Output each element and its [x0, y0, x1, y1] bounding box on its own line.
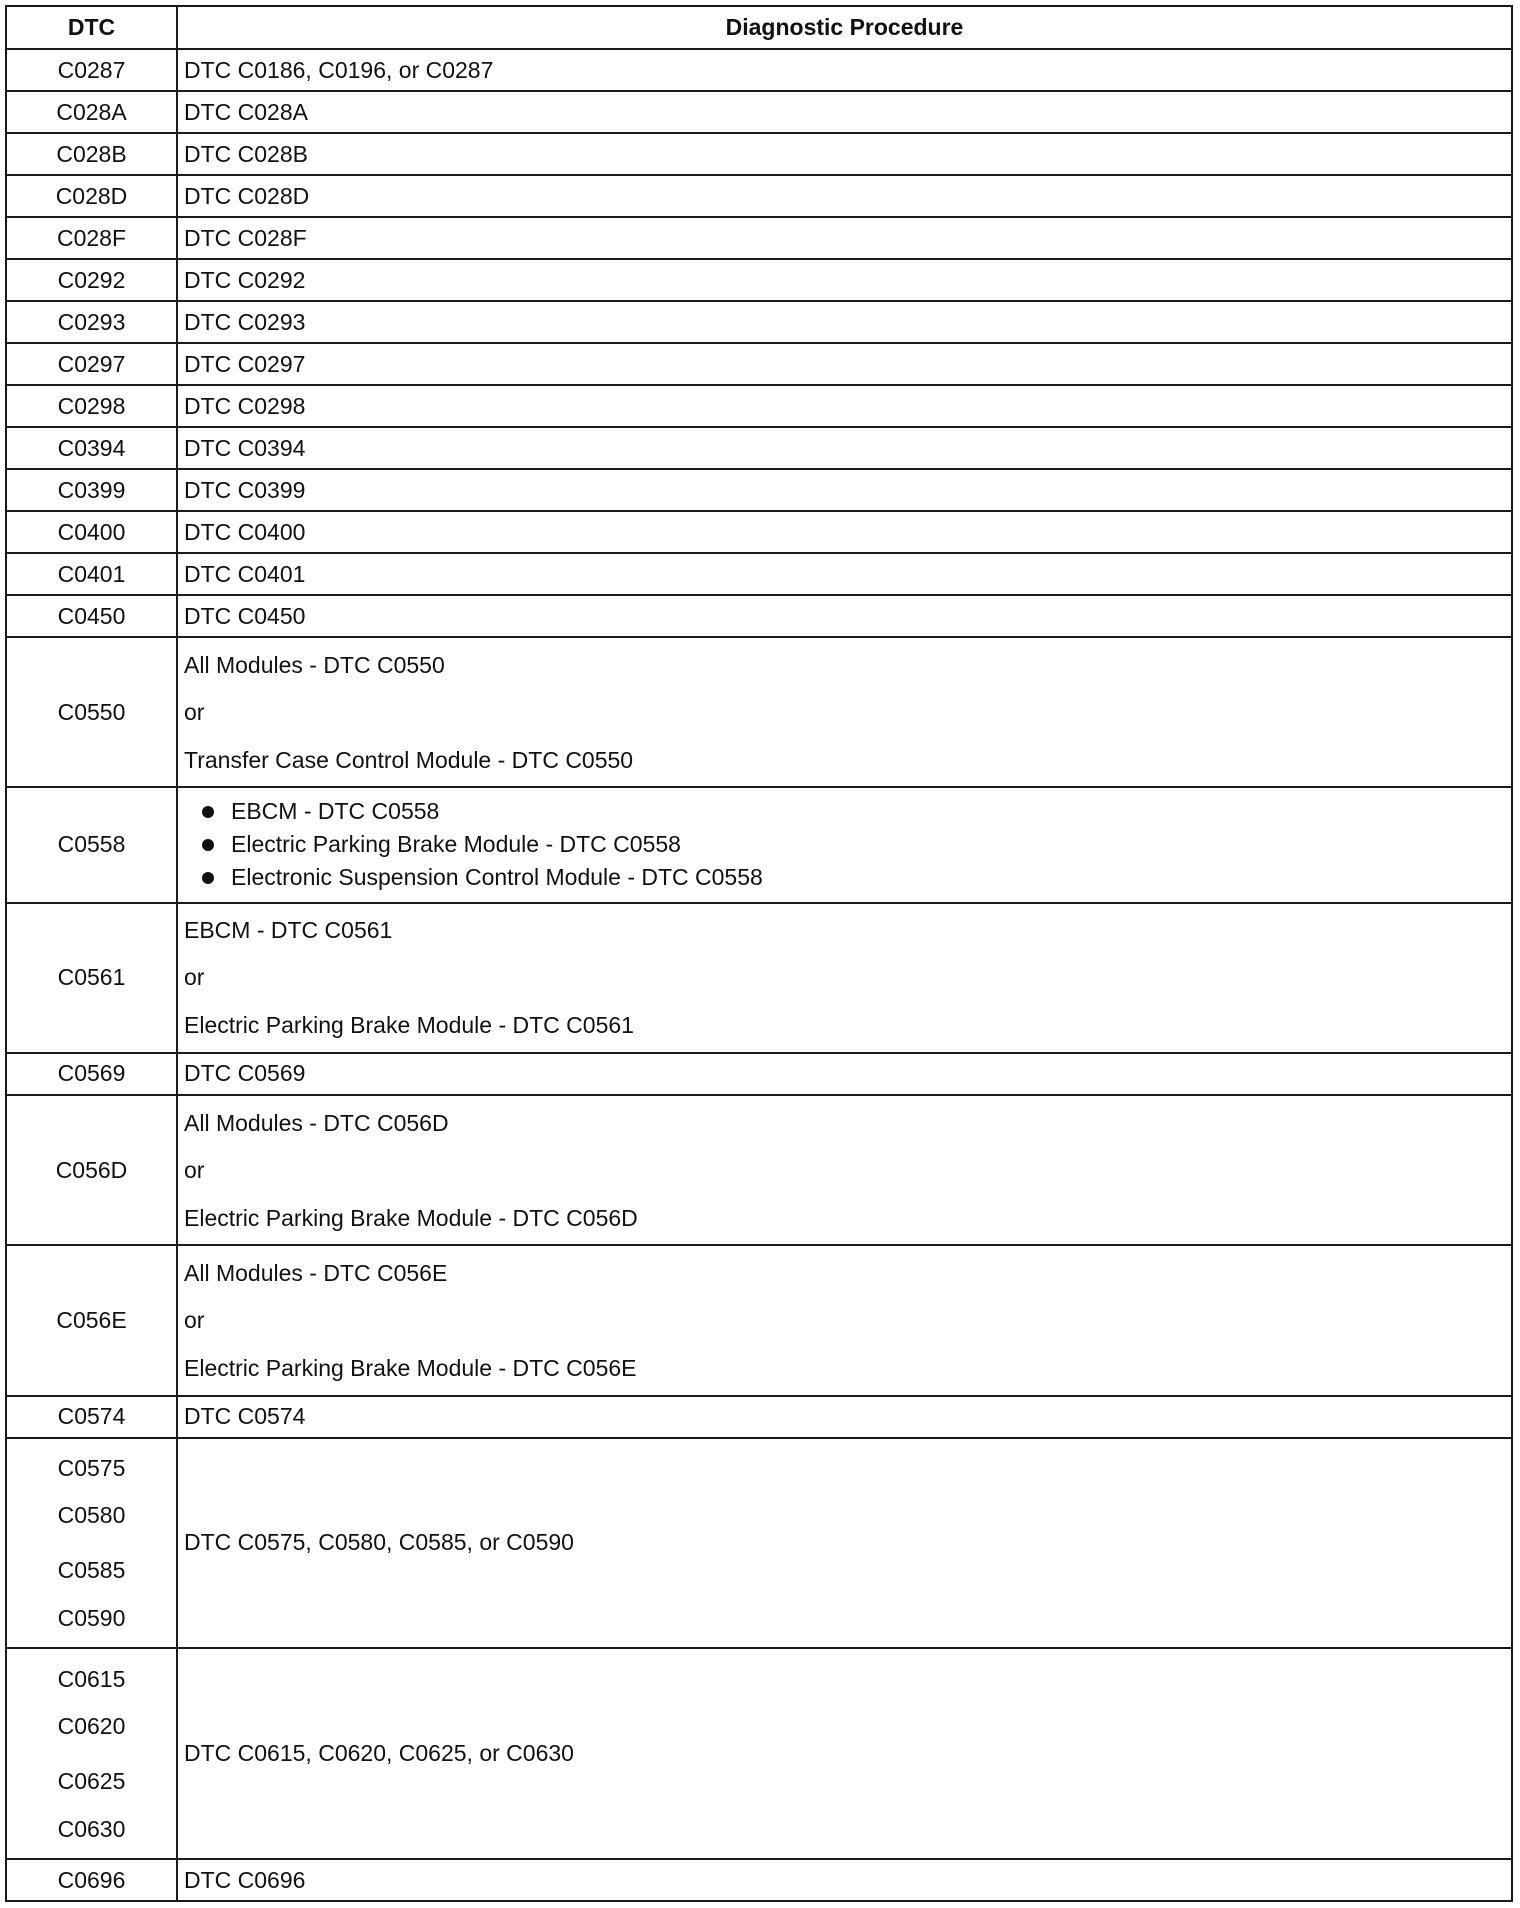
dtc-code: C0590 — [57, 1604, 126, 1631]
dtc-cell — [6, 49, 177, 91]
dtc-cell — [6, 1648, 177, 1859]
table-row — [6, 301, 1512, 343]
procedure-cell — [177, 903, 1512, 1053]
dtc-cell — [6, 217, 177, 259]
dtc-code: C0620 — [57, 1712, 126, 1739]
dtc-cell — [6, 1396, 177, 1438]
procedure-bullet-item: EBCM - DTC C0558 — [202, 795, 1511, 828]
procedure-text: DTC C0450 — [184, 602, 306, 629]
procedure-bullet-item: Electronic Suspension Control Module - DTC C0558 — [202, 861, 1511, 894]
table-body — [6, 49, 1512, 1901]
table-row — [6, 469, 1512, 511]
procedure-cell — [177, 1396, 1512, 1438]
dtc-code: C0287 — [57, 56, 126, 83]
procedure-text: or — [184, 698, 205, 725]
procedure-text: All Modules - DTC C056E — [184, 1259, 448, 1286]
dtc-code: C0696 — [57, 1866, 126, 1893]
dtc-cell — [6, 469, 177, 511]
dtc-cell — [6, 1438, 177, 1649]
table-row — [6, 1245, 1512, 1395]
table-row — [6, 1396, 1512, 1438]
procedure-bullet-list — [184, 795, 1511, 894]
table-row — [6, 595, 1512, 637]
procedure-cell — [177, 1053, 1512, 1095]
dtc-code: C0558 — [57, 831, 126, 858]
table-row — [6, 385, 1512, 427]
table-row — [6, 553, 1512, 595]
procedure-text: DTC C0298 — [184, 392, 306, 419]
table-row — [6, 1859, 1512, 1901]
table-header-row — [6, 6, 1512, 49]
dtc-cell — [6, 511, 177, 553]
dtc-cell — [6, 133, 177, 175]
dtc-code: C0399 — [57, 476, 126, 503]
procedure-column-header: Diagnostic Procedure — [177, 6, 1512, 49]
table-row — [6, 175, 1512, 217]
procedure-cell — [177, 469, 1512, 511]
procedure-cell — [177, 343, 1512, 385]
procedure-text: Electric Parking Brake Module - DTC C056D — [184, 1204, 638, 1231]
dtc-cell — [6, 553, 177, 595]
dtc-cell — [6, 1859, 177, 1901]
dtc-code: C0580 — [57, 1501, 126, 1528]
dtc-code: C028D — [55, 182, 128, 209]
table-row — [6, 91, 1512, 133]
procedure-text: DTC C0615, C0620, C0625, or C0630 — [184, 1740, 574, 1767]
dtc-cell — [6, 343, 177, 385]
dtc-code: C0293 — [57, 308, 126, 335]
procedure-cell — [177, 217, 1512, 259]
procedure-text: DTC C028F — [184, 224, 307, 251]
dtc-code: C0625 — [57, 1767, 126, 1794]
procedure-cell — [177, 259, 1512, 301]
dtc-code: C0401 — [57, 560, 126, 587]
table-row — [6, 903, 1512, 1053]
procedure-cell — [177, 787, 1512, 902]
dtc-cell — [6, 787, 177, 902]
procedure-cell — [177, 1095, 1512, 1245]
dtc-cell — [6, 175, 177, 217]
procedure-cell — [177, 1245, 1512, 1395]
dtc-code: C056E — [56, 1306, 127, 1333]
dtc-code: C0615 — [57, 1665, 126, 1692]
procedure-text: or — [184, 964, 205, 991]
dtc-code: C028F — [56, 224, 127, 251]
procedure-text: DTC C028A — [184, 98, 308, 125]
procedure-cell — [177, 1648, 1512, 1859]
dtc-code: C0569 — [57, 1060, 126, 1087]
procedure-cell — [177, 595, 1512, 637]
dtc-code: C0400 — [57, 518, 126, 545]
table-row — [6, 49, 1512, 91]
procedure-text: or — [184, 1306, 205, 1333]
dtc-cell — [6, 91, 177, 133]
table-row — [6, 1095, 1512, 1245]
dtc-code: C0297 — [57, 350, 126, 377]
dtc-cell — [6, 637, 177, 787]
procedure-text: DTC C0297 — [184, 350, 306, 377]
table-row — [6, 343, 1512, 385]
procedure-text: DTC C0394 — [184, 434, 306, 461]
procedure-text: DTC C0569 — [184, 1060, 306, 1087]
procedure-cell — [177, 1859, 1512, 1901]
dtc-code: C0450 — [57, 602, 126, 629]
dtc-code: C0561 — [57, 964, 126, 991]
procedure-cell — [177, 385, 1512, 427]
dtc-cell — [6, 903, 177, 1053]
procedure-cell — [177, 1438, 1512, 1649]
dtc-code: C0585 — [57, 1556, 126, 1583]
dtc-cell — [6, 259, 177, 301]
procedure-cell — [177, 301, 1512, 343]
dtc-column-header: DTC — [6, 6, 177, 49]
procedure-text: Transfer Case Control Module - DTC C0550 — [184, 746, 634, 773]
dtc-code: C056D — [55, 1156, 128, 1183]
dtc-cell — [6, 1053, 177, 1095]
procedure-text: DTC C028B — [184, 140, 308, 167]
procedure-text: All Modules - DTC C0550 — [184, 651, 445, 678]
procedure-text: or — [184, 1156, 205, 1183]
table-row — [6, 133, 1512, 175]
procedure-cell — [177, 49, 1512, 91]
dtc-cell — [6, 427, 177, 469]
dtc-code: C028B — [56, 140, 127, 167]
procedure-text: DTC C0293 — [184, 308, 306, 335]
dtc-code: C0575 — [57, 1454, 126, 1481]
dtc-code: C028A — [56, 98, 127, 125]
dtc-cell — [6, 385, 177, 427]
table-row — [6, 787, 1512, 902]
procedure-text: EBCM - DTC C0561 — [184, 917, 393, 944]
procedure-text: DTC C0292 — [184, 266, 306, 293]
dtc-code: C0550 — [57, 698, 126, 725]
procedure-text: DTC C0186, C0196, or C0287 — [184, 56, 494, 83]
procedure-cell — [177, 553, 1512, 595]
dtc-table — [5, 5, 1513, 1902]
table-row — [6, 217, 1512, 259]
procedure-text: Electric Parking Brake Module - DTC C0561 — [184, 1012, 634, 1039]
table-row — [6, 1053, 1512, 1095]
dtc-code: C0630 — [57, 1815, 126, 1842]
procedure-text: DTC C0400 — [184, 518, 306, 545]
procedure-cell — [177, 511, 1512, 553]
procedure-cell — [177, 133, 1512, 175]
dtc-cell — [6, 301, 177, 343]
table-row — [6, 259, 1512, 301]
procedure-bullet-item: Electric Parking Brake Module - DTC C0558 — [202, 828, 1511, 861]
procedure-text: DTC C0575, C0580, C0585, or C0590 — [184, 1529, 574, 1556]
procedure-text: DTC C028D — [184, 182, 310, 209]
dtc-cell — [6, 595, 177, 637]
dtc-cell — [6, 1245, 177, 1395]
dtc-code: C0394 — [57, 434, 126, 461]
table-row — [6, 637, 1512, 787]
dtc-code: C0298 — [57, 392, 126, 419]
procedure-text: All Modules - DTC C056D — [184, 1109, 449, 1136]
table-row — [6, 427, 1512, 469]
dtc-cell — [6, 1095, 177, 1245]
dtc-code: C0292 — [57, 266, 126, 293]
procedure-cell — [177, 175, 1512, 217]
dtc-code: C0574 — [57, 1403, 126, 1430]
procedure-cell — [177, 427, 1512, 469]
table-row — [6, 1648, 1512, 1859]
procedure-text: DTC C0574 — [184, 1403, 306, 1430]
procedure-cell — [177, 637, 1512, 787]
procedure-cell — [177, 91, 1512, 133]
procedure-text: DTC C0401 — [184, 560, 306, 587]
procedure-text: Electric Parking Brake Module - DTC C056E — [184, 1354, 637, 1381]
procedure-text: DTC C0399 — [184, 476, 306, 503]
table-row — [6, 511, 1512, 553]
procedure-text: DTC C0696 — [184, 1866, 306, 1893]
table-row — [6, 1438, 1512, 1649]
